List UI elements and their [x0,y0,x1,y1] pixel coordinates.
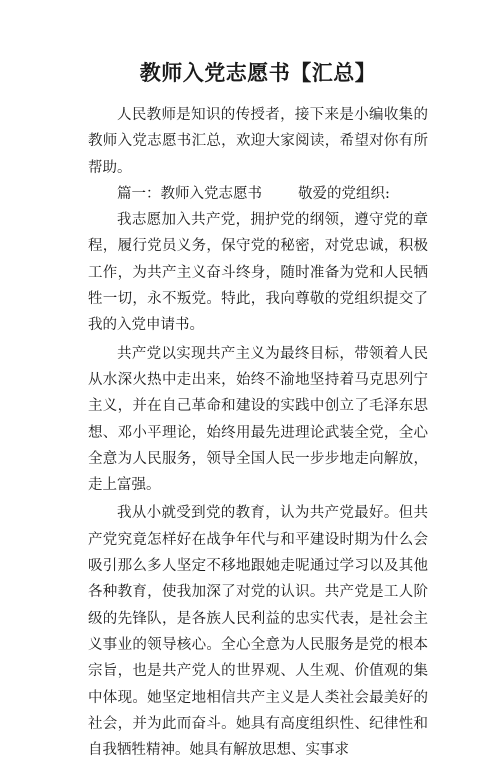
body-paragraph-3: 我从小就受到党的教育，认为共产党最好。但共产党究竟怎样好在战争年代与和平建设时期为什么会吸引那么多人坚定不移地跟她走呢通过学习以及其他各种教育，使我加深了对党的认识。共产党是工人阶级的先锋队，是各族人民利益的忠实代表，是社会主义事业的领导核心。全心全意为人民服务是党的根本宗旨，也是共产党人的世界观、人生观、价值观的集中体现。她坚定地相信共产主义是人类社会最美好的社会，并为此而奋斗。她具有高度组织性、纪律性和自我牺牲精神。她具有解放思想、实事求 [88,505,428,759]
intro-paragraph: 人民教师是知识的传授者，接下来是小编收集的教师入党志愿书汇总，欢迎大家阅读，希望对你有所帮助。 [88,107,428,176]
section-heading: 篇一：教师入党志愿书 [117,185,262,202]
document-title: 教师入党志愿书【汇总】 [139,60,377,85]
body-paragraph-2: 共产党以实现共产主义为最终目标，带领着人民从水深火热中走出来，始终不渝地坚持着马克思列宁主义，并在自己革命和建设的实践中创立了毛泽东思想、邓小平理论，始终用最先进理论武装全党，全心全意为人民服务，领导全国人民一步步地走向解放，走上富强。 [88,345,428,494]
salutation: 敬爱的党组织: [298,185,390,202]
section-heading-line [88,181,428,207]
body-paragraph-1: 我志愿加入共产党，拥护党的纲领，遵守党的章程，履行党员义务，保守党的秘密，对党忠诚，积极工作，为共产主义奋斗终身，随时准备为党和人民牺牲一切，永不叛党。特此，我向尊敬的党组织提交了我的入党申请书。 [88,212,428,334]
